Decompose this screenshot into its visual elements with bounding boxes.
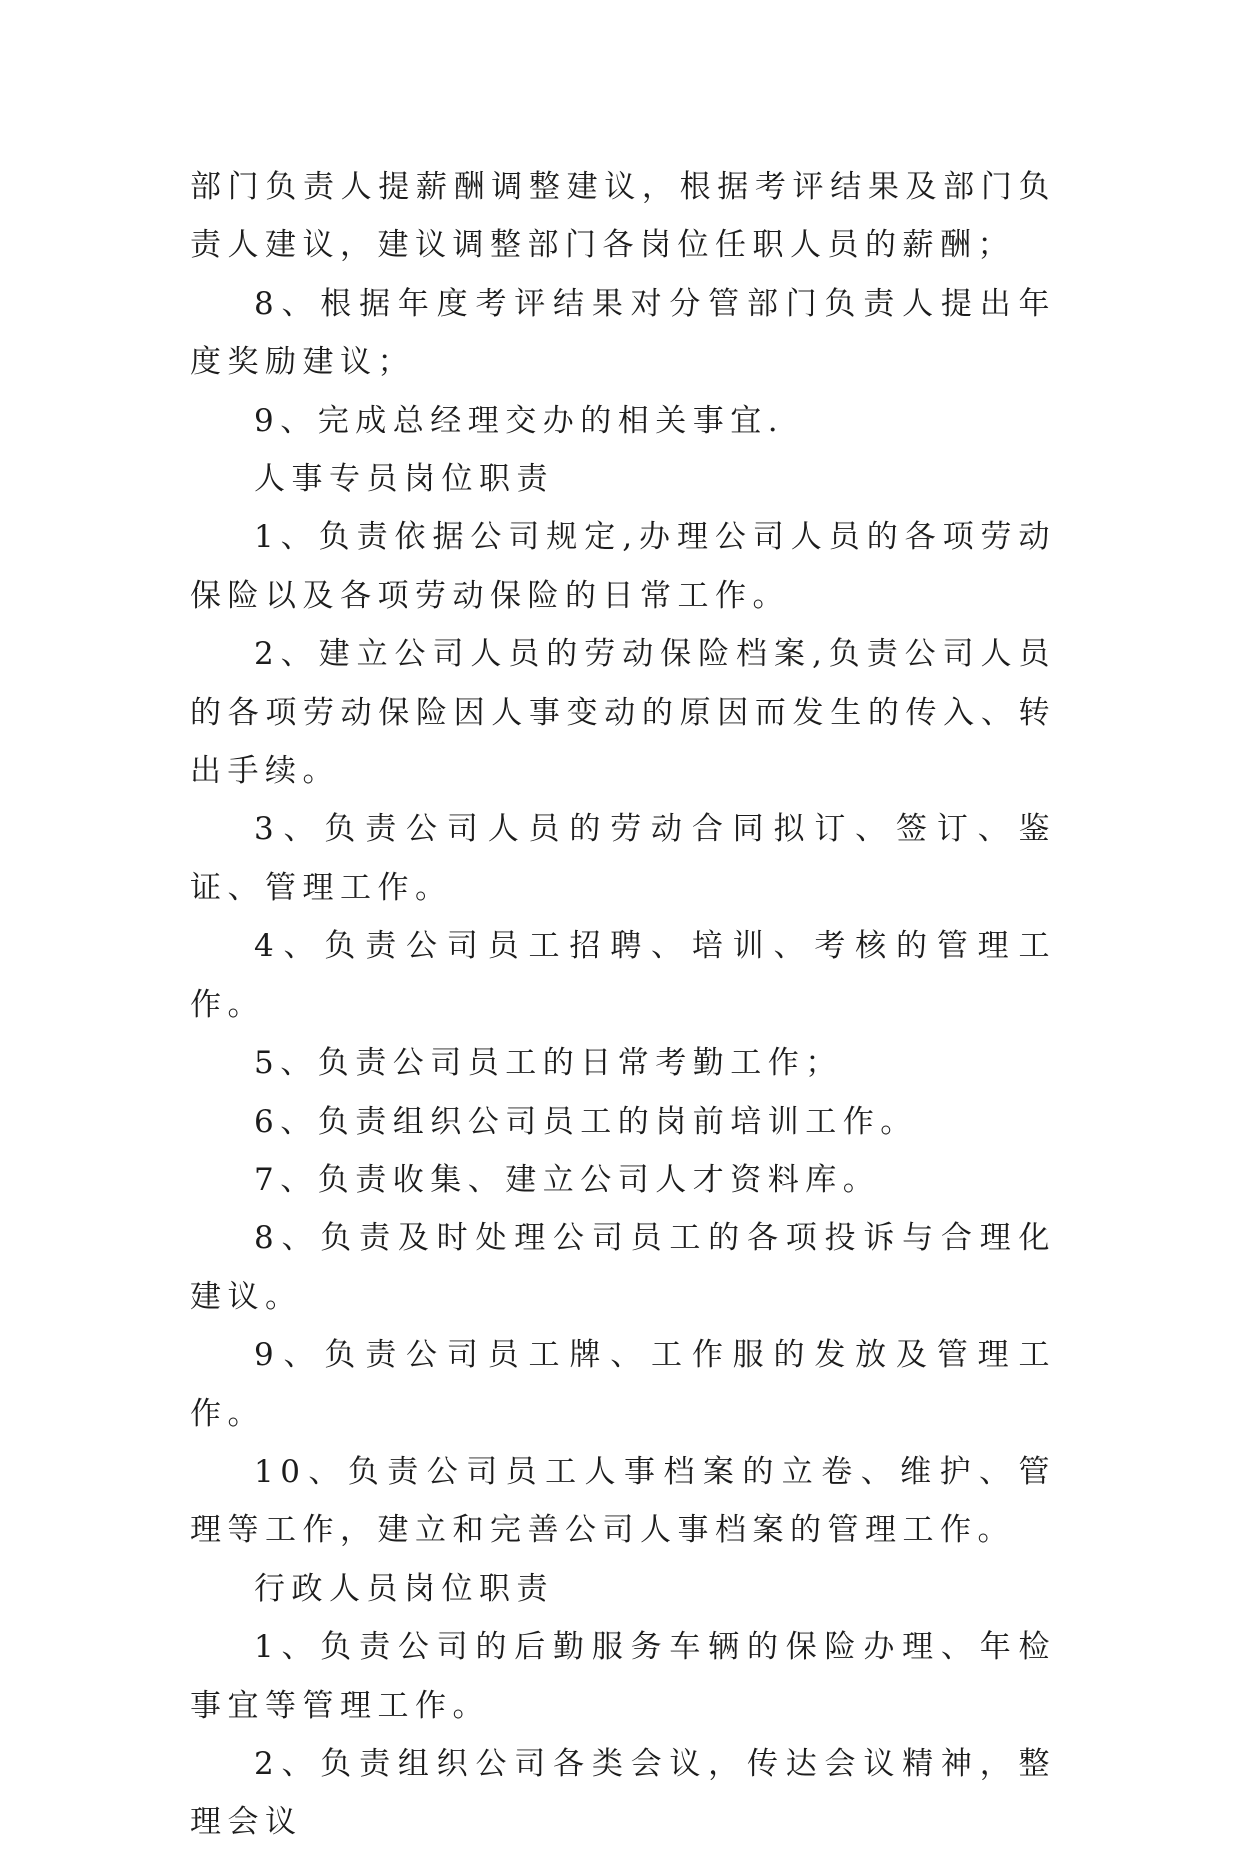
section-heading-hr-specialist: 人事专员岗位职责 — [254, 461, 554, 498]
paragraph-hr-item-5: 5、负责公司员工的日常考勤工作； — [254, 1045, 843, 1082]
paragraph-admin-item-2: 2、负责组织公司各类会议，传达会议精神，整理会议 — [190, 1745, 1056, 1841]
paragraph-hr-item-7: 7、负责收集、建立公司人才资料库。 — [254, 1161, 881, 1198]
paragraph-hr-item-3: 3、负责公司人员的劳动合同拟订、签订、鉴证、管理工作。 — [190, 811, 1056, 906]
document-body — [190, 158, 1056, 1852]
paragraph-hr-item-10: 10、负责公司员工人事档案的立卷、维护、管理等工作，建立和完善公司人事档案的管理工作。 — [190, 1453, 1056, 1549]
paragraph-hr-item-4: 4、负责公司员工招聘、培训、考核的管理工作。 — [190, 928, 1056, 1023]
paragraph-hr-item-9: 9、负责公司员工牌、工作服的发放及管理工作。 — [190, 1337, 1056, 1432]
paragraph-item-8-annual-reward: 8、根据年度考评结果对分管部门负责人提出年度奖励建议； — [190, 285, 1056, 381]
paragraph-salary-adjustment: 部门负责人提薪酬调整建议，根据考评结果及部门负责人建议，建议调整部门各岗位任职人员的薪酬； — [190, 169, 1056, 264]
paragraph-hr-item-2: 2、建立公司人员的劳动保险档案,负责公司人员的各项劳动保险因人事变动的原因而发生的传入、转出手续。 — [190, 636, 1056, 790]
paragraph-hr-item-8: 8、负责及时处理公司员工的各项投诉与合理化建议。 — [190, 1220, 1056, 1315]
section-heading-admin-staff: 行政人员岗位职责 — [254, 1570, 554, 1607]
paragraph-item-9-gm-tasks: 9、完成总经理交办的相关事宜. — [254, 402, 785, 439]
paragraph-hr-item-6: 6、负责组织公司员工的岗前培训工作。 — [254, 1103, 918, 1140]
paragraph-admin-item-1: 1、负责公司的后勤服务车辆的保险办理、年检事宜等管理工作。 — [190, 1629, 1056, 1724]
paragraph-hr-item-1: 1、负责依据公司规定,办理公司人员的各项劳动保险以及各项劳动保险的日常工作。 — [190, 519, 1056, 614]
